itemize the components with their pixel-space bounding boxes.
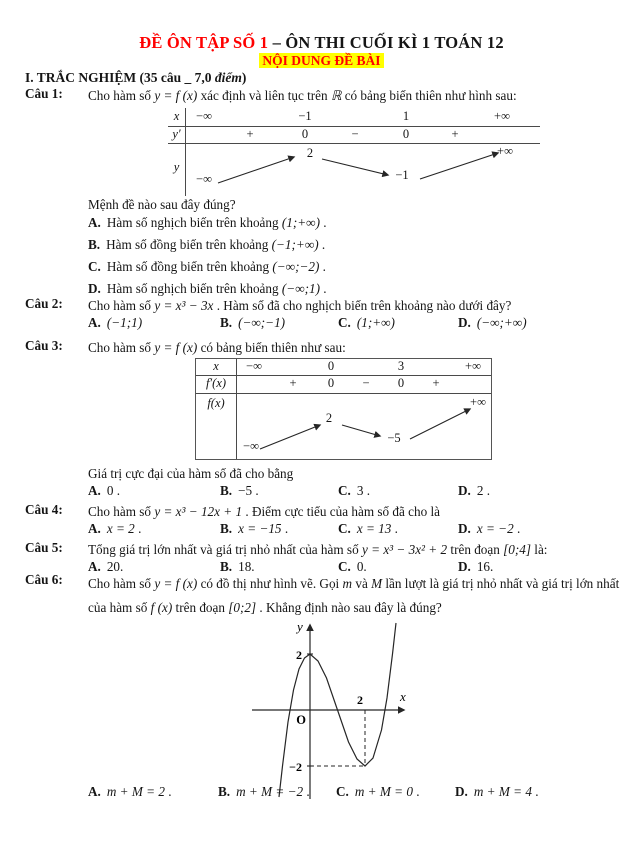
question-2-label: Câu 2: (25, 296, 63, 311)
x-value: +∞ (465, 359, 481, 373)
question-1-option-b (88, 237, 325, 253)
question-2-option-c (338, 315, 395, 331)
option-letter: C. (88, 259, 101, 274)
sign-value: − (351, 127, 359, 141)
x-value: +∞ (494, 109, 510, 123)
sign-value: 0 (327, 376, 335, 390)
option-text: (1;+∞) (356, 315, 395, 330)
variation-arrows (168, 143, 540, 196)
table-row-label: y′ (172, 127, 181, 141)
question-4-stem: Cho hàm số y = x³ − 12x + 1 . Điểm cực tiểu của hàm số đã cho là (88, 504, 441, 519)
option-text: m + M = 4 . (473, 784, 539, 799)
function-graph (240, 615, 430, 801)
question-2-options-row (0, 315, 643, 335)
arrow-up-icon (420, 153, 498, 179)
sign-value: − (362, 376, 370, 390)
x-value: 0 (327, 359, 335, 373)
question-6-option-c (336, 784, 420, 800)
option-letter: B. (220, 559, 233, 574)
sign-value: 0 (402, 127, 410, 141)
y-extremum: −∞ (196, 172, 212, 186)
option-letter: B. (88, 237, 101, 252)
option-letter: B. (220, 521, 233, 536)
option-text: −5 . (238, 483, 259, 498)
question-2-option-b (220, 315, 285, 331)
question-5-stem: Tổng giá trị lớn nhất và giá trị nhỏ nhất của hàm số y = x³ − 3x² + 2 trên đoạn [0;4] là: (88, 542, 548, 557)
x-axis-label: x (400, 689, 406, 704)
option-letter: B. (218, 784, 231, 799)
question-6-label: Câu 6: (25, 572, 63, 587)
x-value: 3 (397, 359, 405, 373)
y-extremum: 2 (306, 146, 314, 160)
option-letter: D. (455, 784, 468, 799)
x-value: −1 (298, 109, 312, 123)
variation-table-q1 (168, 108, 540, 196)
option-letter: A. (88, 784, 101, 799)
arrow-up-icon (218, 157, 294, 183)
arrow-down-icon (322, 159, 388, 175)
option-text: m + M = −2 . (236, 784, 310, 799)
option-text: 3 . (356, 483, 371, 498)
question-3-options-row (0, 483, 643, 503)
option-letter: B. (220, 315, 233, 330)
question-3-option-b (220, 483, 259, 499)
y-max-label: 2 (296, 648, 302, 662)
x-value: −∞ (196, 109, 212, 123)
table-row-label: x (173, 109, 180, 123)
f-extremum: +∞ (470, 395, 486, 409)
x-min-label: 2 (357, 693, 363, 707)
option-text: (−1;1) (106, 315, 143, 330)
option-text: Hàm số nghịch biến trên khoảng (1;+∞) . (106, 215, 327, 230)
question-1-label: Câu 1: (25, 86, 63, 101)
question-3-option-a (88, 483, 120, 499)
table-row-label: f(x) (207, 396, 225, 410)
f-extremum: −5 (387, 431, 401, 445)
option-text: Hàm số đồng biến trên khoảng (−∞;−2) . (106, 259, 326, 274)
option-text: 18. (238, 559, 255, 574)
option-text: x = 2 . (106, 521, 142, 536)
y-extremum: +∞ (497, 144, 513, 158)
y-min-label: −2 (289, 760, 302, 774)
question-6-options-row (0, 784, 643, 804)
question-2-option-d (458, 315, 527, 331)
option-text: x = −2 . (476, 521, 521, 536)
question-3-option-d (458, 483, 490, 499)
table-row-label: x (213, 359, 219, 373)
question-1-prompt: Mệnh đề nào sau đây đúng? (88, 197, 236, 212)
sign-value: + (246, 127, 254, 141)
option-letter: A. (88, 315, 101, 330)
f-extremum: −∞ (243, 439, 259, 453)
question-6-option-d (455, 784, 539, 800)
option-text: 0 . (106, 483, 121, 498)
option-letter: C. (338, 521, 351, 536)
sign-value: 0 (301, 127, 309, 141)
option-letter: C. (338, 315, 351, 330)
option-text: 20. (106, 559, 124, 574)
arrow-down-icon (342, 425, 380, 436)
question-1-option-a (88, 215, 327, 231)
option-letter: D. (458, 483, 471, 498)
question-3-label: Câu 3: (25, 338, 63, 353)
question-1-stem: Cho hàm số y = f (x) xác định và liên tục trên ℝ có bảng biến thiên như hình sau: (88, 88, 517, 103)
question-4-options-row (0, 521, 643, 541)
sign-value: 0 (397, 376, 405, 390)
f-extremum: 2 (325, 411, 333, 425)
arrow-up-icon (260, 425, 320, 449)
section-heading: I. TRẮC NGHIỆM (35 câu _ 7,0 điểm) (25, 70, 247, 85)
question-4-label: Câu 4: (25, 502, 63, 517)
option-letter: C. (338, 559, 351, 574)
question-4-option-c (338, 521, 398, 537)
question-2-stem: Cho hàm số y = x³ − 3x . Hàm số đã cho nghịch biến trên khoảng nào dưới đây? (88, 298, 512, 313)
option-text: 0. (356, 559, 367, 574)
sign-value: + (289, 376, 297, 390)
question-2-option-a (88, 315, 142, 331)
option-letter: D. (458, 559, 471, 574)
option-letter: C. (338, 483, 351, 498)
x-value: 1 (402, 109, 410, 123)
x-value: −∞ (246, 359, 262, 373)
option-text: (−∞;−1) (238, 315, 286, 330)
variation-arrows (196, 393, 491, 459)
arrow-up-icon (410, 409, 470, 439)
option-letter: D. (458, 521, 471, 536)
option-text: Hàm số nghịch biến trên khoảng (−∞;1) . (106, 281, 327, 296)
option-letter: C. (336, 784, 349, 799)
question-1-option-d (88, 281, 327, 297)
question-6-option-b (218, 784, 310, 800)
table-row-label: f′(x) (205, 376, 227, 390)
highlighted-subtitle: NỘI DUNG ĐỀ BÀI (259, 53, 383, 68)
option-letter: A. (88, 559, 101, 574)
option-text: x = 13 . (356, 521, 398, 536)
option-letter: D. (458, 315, 471, 330)
option-letter: A. (88, 483, 101, 498)
question-3-prompt: Giá trị cực đại của hàm số đã cho bằng (88, 466, 294, 481)
title-red-part: ĐỀ ÔN TẬP SỐ 1 (139, 33, 269, 52)
option-text: Hàm số đồng biến trên khoảng (−1;+∞) . (106, 237, 326, 252)
sign-value: + (432, 376, 440, 390)
option-text: m + M = 0 . (354, 784, 420, 799)
question-3-option-c (338, 483, 370, 499)
option-text: 2 . (476, 483, 491, 498)
y-axis-label: y (297, 619, 303, 634)
y-extremum: −1 (395, 168, 409, 182)
origin-label: O (296, 713, 306, 727)
option-letter: A. (88, 215, 101, 230)
question-1-option-c (88, 259, 326, 275)
option-text: m + M = 2 . (106, 784, 172, 799)
sign-value: + (451, 127, 459, 141)
question-3-stem: Cho hàm số y = f (x) có bảng biến thiên như sau: (88, 340, 346, 355)
question-4-option-b (220, 521, 288, 537)
title-black-part: – ÔN THI CUỐI KÌ 1 TOÁN 12 (272, 33, 504, 52)
table-row-label: y (173, 160, 180, 174)
question-6-stem: Cho hàm số y = f (x) có đồ thị như hình vẽ. Gọi m và M lần lượt là giá trị nhỏ nhất và giá trị lớn nhất của hàm số f (x) trên đoạn [0;2] . Khẳng định nào sau đây là đúng? (88, 576, 620, 615)
option-text: 16. (476, 559, 494, 574)
question-6-option-a (88, 784, 172, 800)
question-4-option-d (458, 521, 520, 537)
question-4-option-a (88, 521, 141, 537)
subtitle-row (0, 53, 643, 69)
option-text: x = −15 . (238, 521, 289, 536)
page-title (0, 33, 643, 53)
option-letter: D. (88, 281, 101, 296)
option-text: (−∞;+∞) (476, 315, 527, 330)
option-letter: B. (220, 483, 233, 498)
option-letter: A. (88, 521, 101, 536)
question-5-label: Câu 5: (25, 540, 63, 555)
variation-table-q3 (195, 358, 492, 460)
